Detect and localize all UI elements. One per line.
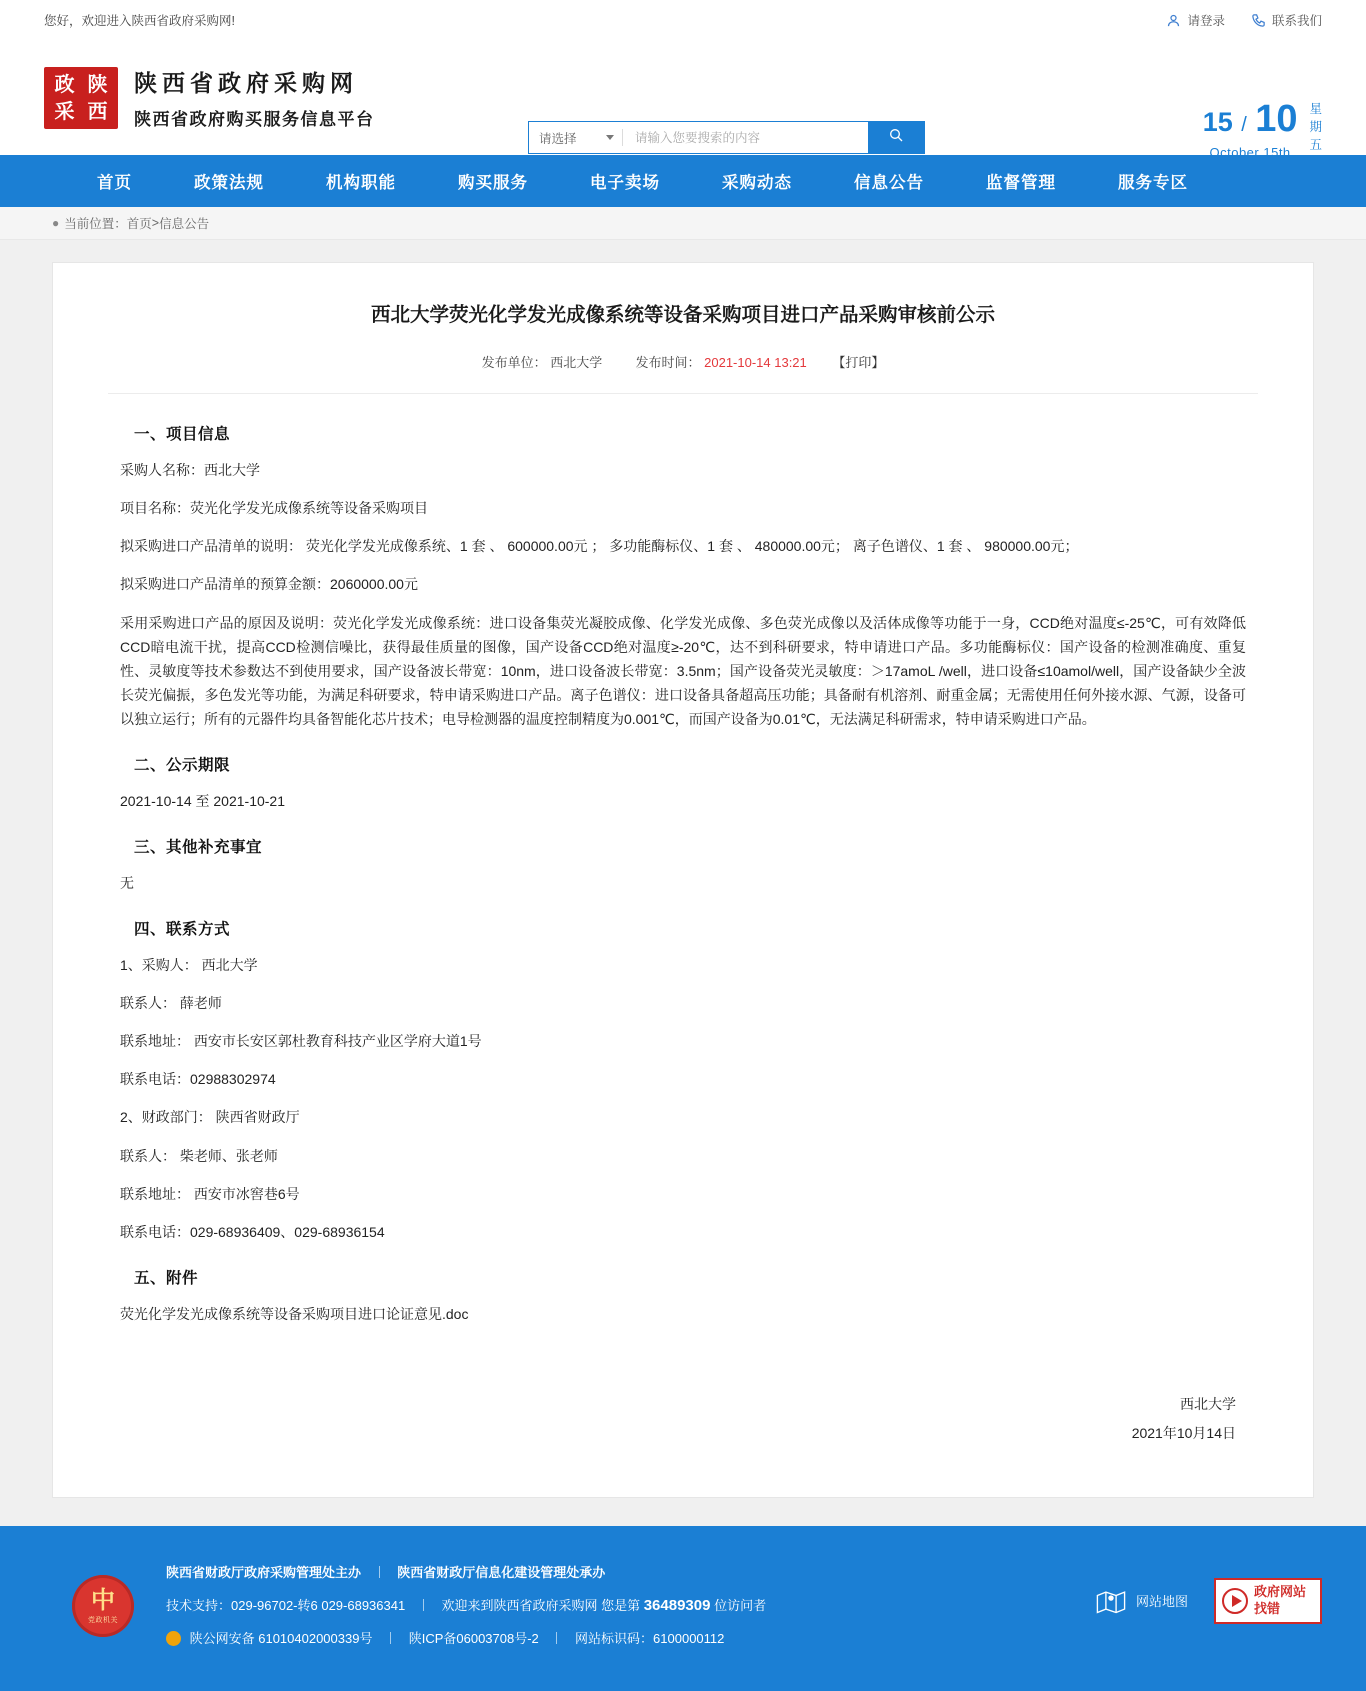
section-paragraph: 联系电话：029-68936409、029-68936154 <box>120 1223 385 1240</box>
footer-icp[interactable]: 陕ICP备06003708号-2 <box>408 1630 539 1646</box>
nav-item-emall[interactable]: 电子卖场 <box>590 174 660 192</box>
footer-text-block <box>166 1558 766 1654</box>
section-paragraph: 联系人： 柴老师、张老师 <box>120 1147 278 1164</box>
play-circle-icon <box>1222 1588 1248 1614</box>
section-paragraph: 项目名称：荧光化学发光成像系统等设备采购项目 <box>120 500 428 517</box>
contact-link[interactable] <box>1251 11 1322 29</box>
gov-website-error-report-button[interactable] <box>1214 1578 1322 1624</box>
logo-mark-icon <box>44 67 118 129</box>
section-paragraph: 拟采购进口产品清单的说明： 荧光化学发光成像系统、1 套 、 600000.00元 ； 多功能酶标仪、1 套 、 480000.00元； 离子色谱仪、1 套 、 980000.00元； <box>120 538 1079 555</box>
nav-item-news[interactable]: 采购动态 <box>722 174 792 192</box>
gov-seal-text: 党政机关 <box>88 1616 118 1624</box>
footer-site-code: 网站标识码：6100000112 <box>575 1630 725 1646</box>
search-button[interactable] <box>868 122 924 153</box>
location-pin-icon: ● <box>52 216 60 230</box>
search-category-label: 请选择 <box>539 131 577 146</box>
nav-item-announcements[interactable]: 信息公告 <box>854 174 924 192</box>
section-paragraph: 联系电话：02988302974 <box>120 1071 276 1088</box>
site-footer <box>0 1526 1366 1691</box>
breadcrumb-sep: > <box>151 216 160 230</box>
site-search[interactable] <box>528 121 925 154</box>
main-nav <box>0 155 1366 207</box>
publish-time-label: 发布时间： <box>635 355 701 371</box>
breadcrumb-item-home[interactable]: 首页 <box>126 217 152 231</box>
police-badge-icon <box>166 1631 181 1646</box>
site-logo[interactable] <box>44 65 375 130</box>
logo-char-4: 西 <box>87 99 108 123</box>
section-heading: 三、其他补充事宜 <box>134 839 263 857</box>
section-paragraph: 2021-10-14 至 2021-10-21 <box>120 792 286 809</box>
footer-support: 技术支持：029-96702-转6 029-68936341 <box>166 1598 406 1614</box>
article-body <box>108 394 1258 1448</box>
page-body <box>0 240 1366 1526</box>
chevron-down-icon <box>606 135 614 140</box>
section-heading: 五、附件 <box>134 1269 199 1287</box>
search-category-select[interactable] <box>529 122 622 153</box>
section-paragraph: 联系地址： 西安市长安区郭杜教育科技产业区学府大道1号 <box>120 1033 482 1050</box>
top-utility-bar <box>0 0 1366 40</box>
site-header <box>0 40 1366 160</box>
publisher-label: 发布单位： <box>481 355 547 371</box>
print-button[interactable]: 【打印】 <box>832 355 885 371</box>
date-display <box>1203 98 1322 160</box>
publisher-value: 西北大学 <box>550 355 603 371</box>
nav-item-functions[interactable]: 机构职能 <box>326 174 396 192</box>
date-month: 10 <box>1255 98 1298 140</box>
section-paragraph: 1、采购人： 西北大学 <box>120 957 258 974</box>
section-paragraph: 采用采购进口产品的原因及说明：荧光化学发光成像系统：进口设备集荧光凝胶成像、化学发光成像、多色荧光成像以及活体成像等功能于一身，CCD绝对温度≤-25℃，可有效降低CCD暗电流干扰，提高CCD检测信噪比，获得最佳质量的图像，国产设备CCD绝对温度≥-20℃，达不到科研要求，特申请进口产品。多功能酶标仪：国产设备的检测准确度、重复性、灵敏度等技术参数达不到使用要求，国产设备波长带宽：10nm，进口设备波长带宽：3.5nm；国产设备荧光灵敏度：＞17amoL /well，进口设备≤10amol/well，国产设备缺少全波长荧光偏振，多色发光等功能，为满足科研要求，特申请采购进口产品。离子色谱仪：进口设备具备超高压功能；具备耐有机溶剂、耐重金属；无需使用任何外接水源、气源，设备可以独立运行；所有的元器件均具备智能化芯片技术；电导检测器的温度控制精度为0.001℃，而国产设备为0.01℃，无法满足科研需求，特申请采购进口产品。 <box>120 614 1246 727</box>
nav-item-service-zone[interactable]: 服务专区 <box>1118 174 1188 192</box>
login-label: 请登录 <box>1187 14 1225 28</box>
welcome-text: 您好，欢迎进入陕西省政府采购网! <box>44 14 235 28</box>
section-heading: 二、公示期限 <box>134 756 231 774</box>
nav-item-policy[interactable]: 政策法规 <box>194 174 264 192</box>
map-icon <box>1094 1587 1128 1615</box>
breadcrumb <box>0 207 1366 240</box>
signature-block <box>120 1390 1246 1449</box>
sitemap-label: 网站地图 <box>1135 1594 1188 1610</box>
nav-item-home[interactable]: 首页 <box>97 174 132 192</box>
article-meta <box>108 352 1258 394</box>
breadcrumb-item-current[interactable]: 信息公告 <box>159 217 210 231</box>
logo-char-3: 采 <box>54 99 75 123</box>
section-paragraph: 采购人名称：西北大学 <box>120 462 260 479</box>
page-title: 西北大学荧光化学发光成像系统等设备采购项目进口产品采购审核前公示 <box>370 304 995 326</box>
login-link[interactable] <box>1166 11 1225 29</box>
section-heading: 四、联系方式 <box>134 921 231 939</box>
site-subname: 陕西省政府购买服务信息平台 <box>134 110 375 130</box>
section-paragraph: 拟采购进口产品清单的预算金额：2060000.00元 <box>120 576 418 593</box>
logo-char-2: 陕 <box>87 72 108 96</box>
breadcrumb-prefix: 当前位置： <box>64 217 127 231</box>
signature-date: 2021年10月14日 <box>1131 1425 1236 1442</box>
article-card <box>52 262 1314 1498</box>
date-subtext: October 15th <box>1209 145 1291 160</box>
nav-item-purchase-service[interactable]: 购买服务 <box>458 174 528 192</box>
phone-icon <box>1251 13 1266 28</box>
attachment-link[interactable]: 荧光化学发光成像系统等设备采购项目进口论证意见.doc <box>120 1305 469 1322</box>
user-icon <box>1166 13 1181 28</box>
signature-org: 西北大学 <box>1180 1395 1236 1412</box>
date-separator: / <box>1241 114 1247 136</box>
gov-box-line2: 找错 <box>1254 1600 1281 1616</box>
footer-visit-pre: 欢迎来到陕西省政府采购网 您是第 <box>441 1598 641 1614</box>
gov-seal-symbol: 中 <box>91 1584 115 1614</box>
sitemap-link[interactable] <box>1094 1587 1188 1615</box>
gov-seal-icon <box>72 1575 134 1637</box>
date-weekday: 星 期 五 <box>1309 102 1322 153</box>
search-input[interactable] <box>623 122 868 153</box>
footer-police-record[interactable]: 陕公网安备 61010402000339号 <box>189 1630 373 1646</box>
contact-label: 联系我们 <box>1271 14 1322 28</box>
section-paragraph: 2、财政部门： 陕西省财政厅 <box>120 1109 300 1126</box>
logo-char-1: 政 <box>54 72 75 96</box>
search-icon <box>888 127 904 148</box>
section-paragraph: 联系地址： 西安市冰窖巷6号 <box>120 1185 300 1202</box>
visitor-count: 36489309 <box>643 1597 711 1615</box>
publish-time-value: 2021-10-14 13:21 <box>704 355 807 371</box>
date-day: 15 <box>1202 107 1233 137</box>
gov-box-line1: 政府网站 <box>1254 1584 1307 1600</box>
section-paragraph: 联系人： 薛老师 <box>120 995 222 1012</box>
footer-host: 陕西省财政厅政府采购管理处主办 <box>166 1564 362 1580</box>
section-heading: 一、项目信息 <box>134 426 231 444</box>
site-name: 陕西省政府采购网 <box>134 71 358 97</box>
footer-visit-post: 位访问者 <box>714 1598 767 1614</box>
footer-operator: 陕西省财政厅信息化建设管理处承办 <box>397 1564 606 1580</box>
nav-item-supervision[interactable]: 监督管理 <box>986 174 1056 192</box>
section-paragraph: 无 <box>120 875 134 892</box>
